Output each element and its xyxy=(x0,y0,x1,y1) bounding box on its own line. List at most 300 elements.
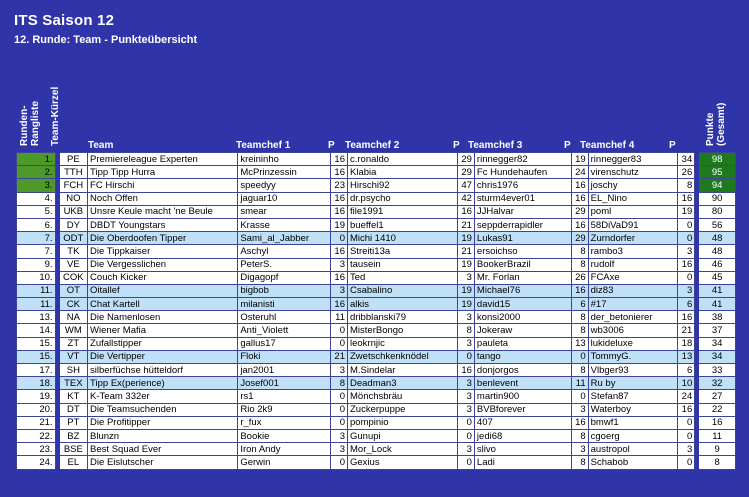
teamchef1-cell: jaguar10 xyxy=(238,192,330,205)
team-cell: Couch Kicker xyxy=(88,271,238,284)
kuerzel-cell: TEX xyxy=(59,377,87,390)
rank-cell: 21. xyxy=(17,416,56,429)
p4-cell: 13 xyxy=(678,350,695,363)
teamchef1-cell: speedyy xyxy=(238,179,330,192)
p2-cell: 16 xyxy=(457,205,474,218)
teamchef1-cell: milanisti xyxy=(238,298,330,311)
p2-cell: 29 xyxy=(457,166,474,179)
p2-cell: 3 xyxy=(457,403,474,416)
table-row xyxy=(17,245,736,258)
teamchef3-cell: jedi68 xyxy=(474,429,571,442)
table-row xyxy=(17,429,736,442)
teamchef2-cell: Ted xyxy=(348,271,458,284)
header-kuerzel: Team-Kürzel xyxy=(50,86,61,146)
team-cell: Unsre Keule macht 'ne Beule xyxy=(88,205,238,218)
teamchef4-cell: rinnegger83 xyxy=(588,153,677,166)
p3-cell: 26 xyxy=(572,271,588,284)
teamchef3-cell: rinnegger82 xyxy=(474,153,571,166)
team-cell: Noch Offen xyxy=(88,192,238,205)
points-cell: 48 xyxy=(699,232,736,245)
p3-cell: 24 xyxy=(572,166,588,179)
points-cell: 27 xyxy=(699,390,736,403)
teamchef1-cell: Josef001 xyxy=(238,377,330,390)
teamchef1-cell: gallus17 xyxy=(238,337,330,350)
team-cell: Die Oberdoofen Tipper xyxy=(88,232,238,245)
p2-cell: 3 xyxy=(457,443,474,456)
header-team: Team xyxy=(88,140,114,151)
team-cell: Die Vergesslichen xyxy=(88,258,238,271)
teamchef3-cell: Mr. Forlan xyxy=(474,271,571,284)
teamchef2-cell: alkis xyxy=(348,298,458,311)
p3-cell: 13 xyxy=(572,337,588,350)
teamchef2-cell: Hirschi92 xyxy=(348,179,458,192)
p1-cell: 16 xyxy=(330,245,347,258)
teamchef3-cell: tango xyxy=(474,350,571,363)
teamchef1-cell: Bookie xyxy=(238,429,330,442)
points-cell: 16 xyxy=(699,416,736,429)
table-row xyxy=(17,350,736,363)
p4-cell: 6 xyxy=(678,298,695,311)
p1-cell: 3 xyxy=(330,443,347,456)
p3-cell: 0 xyxy=(572,350,588,363)
teamchef2-cell: Zwetschkenknödel xyxy=(348,350,458,363)
teamchef3-cell: Jokeraw xyxy=(474,324,571,337)
teamchef3-cell: chris1976 xyxy=(474,179,571,192)
teamchef4-cell: Stefan87 xyxy=(588,390,677,403)
teamchef4-cell: wb3006 xyxy=(588,324,677,337)
header-points: Punkte (Gesamt) xyxy=(705,102,727,146)
p4-cell: 3 xyxy=(678,284,695,297)
table-row xyxy=(17,390,736,403)
kuerzel-cell: ZT xyxy=(59,337,87,350)
teamchef1-cell: r_fux xyxy=(238,416,330,429)
p2-cell: 0 xyxy=(457,429,474,442)
points-cell: 38 xyxy=(699,311,736,324)
teamchef2-cell: pompinio xyxy=(348,416,458,429)
p4-cell: 0 xyxy=(678,429,695,442)
teamchef4-cell: Waterboy xyxy=(588,403,677,416)
table-row xyxy=(17,153,736,166)
table-row xyxy=(17,192,736,205)
team-cell: silberfüchse hütteldorf xyxy=(88,364,238,377)
table-row xyxy=(17,218,736,231)
points-cell: 34 xyxy=(699,350,736,363)
header-teamchef3: Teamchef 3 xyxy=(468,140,523,151)
points-cell: 22 xyxy=(699,403,736,416)
table-row xyxy=(17,403,736,416)
points-cell: 34 xyxy=(699,337,736,350)
header-p2: P xyxy=(453,140,460,151)
rank-cell: 11. xyxy=(17,284,56,297)
teamchef2-cell: file1991 xyxy=(348,205,458,218)
p4-cell: 16 xyxy=(678,403,695,416)
teamchef3-cell: martin900 xyxy=(474,390,571,403)
kuerzel-cell: OT xyxy=(59,284,87,297)
points-cell: 94 xyxy=(699,179,736,192)
teamchef4-cell: Zurndorfer xyxy=(588,232,677,245)
rank-cell: 15. xyxy=(17,350,56,363)
teamchef4-cell: diz83 xyxy=(588,284,677,297)
kuerzel-cell: VE xyxy=(59,258,87,271)
rank-cell: 23. xyxy=(17,443,56,456)
rank-cell: 15. xyxy=(17,337,56,350)
standings-table xyxy=(16,152,736,470)
p3-cell: 8 xyxy=(572,245,588,258)
rank-cell: 14. xyxy=(17,324,56,337)
rank-cell: 7. xyxy=(17,245,56,258)
p2-cell: 19 xyxy=(457,298,474,311)
teamchef2-cell: Zuckerpuppe xyxy=(348,403,458,416)
team-cell: Wiener Mafia xyxy=(88,324,238,337)
teamchef1-cell: rs1 xyxy=(238,390,330,403)
p4-cell: 16 xyxy=(678,192,695,205)
points-cell: 11 xyxy=(699,429,736,442)
table-row xyxy=(17,179,736,192)
kuerzel-cell: VT xyxy=(59,350,87,363)
points-cell: 33 xyxy=(699,364,736,377)
p3-cell: 8 xyxy=(572,364,588,377)
table-row xyxy=(17,324,736,337)
teamchef3-cell: BookerBrazil xyxy=(474,258,571,271)
p4-cell: 16 xyxy=(678,311,695,324)
p4-cell: 18 xyxy=(678,337,695,350)
teamchef3-cell: konsi2000 xyxy=(474,311,571,324)
teamchef4-cell: lukideluxe xyxy=(588,337,677,350)
teamchef4-cell: 58DiVaD91 xyxy=(588,218,677,231)
p2-cell: 0 xyxy=(457,456,474,469)
p1-cell: 16 xyxy=(330,271,347,284)
points-cell: 95 xyxy=(699,166,736,179)
team-cell: Die Vertipper xyxy=(88,350,238,363)
teamchef1-cell: Sami_al_Jabber xyxy=(238,232,330,245)
teamchef3-cell: BVBforever xyxy=(474,403,571,416)
teamchef4-cell: rambo3 xyxy=(588,245,677,258)
rank-cell: 11. xyxy=(17,298,56,311)
table-row xyxy=(17,377,736,390)
p1-cell: 16 xyxy=(330,192,347,205)
teamchef2-cell: tausein xyxy=(348,258,458,271)
p2-cell: 0 xyxy=(457,350,474,363)
teamchef1-cell: smear xyxy=(238,205,330,218)
p1-cell: 19 xyxy=(330,218,347,231)
kuerzel-cell: NO xyxy=(59,192,87,205)
teamchef3-cell: Lukas91 xyxy=(474,232,571,245)
p4-cell: 16 xyxy=(678,258,695,271)
kuerzel-cell: TK xyxy=(59,245,87,258)
kuerzel-cell: ODT xyxy=(59,232,87,245)
teamchef3-cell: Fc Hundehaufen xyxy=(474,166,571,179)
p1-cell: 3 xyxy=(330,429,347,442)
teamchef1-cell: Aschyl xyxy=(238,245,330,258)
teamchef4-cell: der_betonierer xyxy=(588,311,677,324)
rank-cell: 19. xyxy=(17,390,56,403)
points-cell: 48 xyxy=(699,245,736,258)
teamchef3-cell: Michael76 xyxy=(474,284,571,297)
p1-cell: 11 xyxy=(330,311,347,324)
team-cell: Die Tippkaiser xyxy=(88,245,238,258)
p1-cell: 0 xyxy=(330,324,347,337)
p1-cell: 16 xyxy=(330,205,347,218)
p4-cell: 3 xyxy=(678,245,695,258)
p1-cell: 16 xyxy=(330,153,347,166)
kuerzel-cell: WM xyxy=(59,324,87,337)
kuerzel-cell: BZ xyxy=(59,429,87,442)
points-cell: 8 xyxy=(699,456,736,469)
header-p4: P xyxy=(669,140,676,151)
rank-cell: 2. xyxy=(17,166,56,179)
teamchef2-cell: Streiti13a xyxy=(348,245,458,258)
kuerzel-cell: DT xyxy=(59,403,87,416)
kuerzel-cell: PE xyxy=(59,153,87,166)
teamchef2-cell: dribblanski79 xyxy=(348,311,458,324)
teamchef2-cell: Gexius xyxy=(348,456,458,469)
p2-cell: 29 xyxy=(457,153,474,166)
kuerzel-cell: NA xyxy=(59,311,87,324)
p3-cell: 3 xyxy=(572,443,588,456)
p1-cell: 23 xyxy=(330,179,347,192)
points-cell: 90 xyxy=(699,192,736,205)
teamchef2-cell: MisterBongo xyxy=(348,324,458,337)
p4-cell: 6 xyxy=(678,364,695,377)
p1-cell: 16 xyxy=(330,298,347,311)
p4-cell: 0 xyxy=(678,456,695,469)
teamchef1-cell: Iron Andy xyxy=(238,443,330,456)
teamchef1-cell: Floki xyxy=(238,350,330,363)
teamchef3-cell: benlevent xyxy=(474,377,571,390)
teamchef4-cell: EL_Nino xyxy=(588,192,677,205)
table-row xyxy=(17,364,736,377)
team-cell: Tipp Tipp Hurra xyxy=(88,166,238,179)
team-cell: Blunzn xyxy=(88,429,238,442)
p2-cell: 42 xyxy=(457,192,474,205)
p2-cell: 21 xyxy=(457,245,474,258)
rank-cell: 1. xyxy=(17,153,56,166)
header-p1: P xyxy=(328,140,335,151)
points-cell: 41 xyxy=(699,298,736,311)
rank-cell: 18. xyxy=(17,377,56,390)
teamchef2-cell: Michi 1410 xyxy=(348,232,458,245)
p3-cell: 16 xyxy=(572,192,588,205)
rank-cell: 4. xyxy=(17,192,56,205)
teamchef2-cell: c.ronaldo xyxy=(348,153,458,166)
p2-cell: 3 xyxy=(457,311,474,324)
teamchef4-cell: austropol xyxy=(588,443,677,456)
p4-cell: 0 xyxy=(678,232,695,245)
points-cell: 32 xyxy=(699,377,736,390)
teamchef3-cell: 407 xyxy=(474,416,571,429)
teamchef1-cell: kreininho xyxy=(238,153,330,166)
p3-cell: 16 xyxy=(572,284,588,297)
p1-cell: 3 xyxy=(330,258,347,271)
p3-cell: 3 xyxy=(572,403,588,416)
rank-cell: 20. xyxy=(17,403,56,416)
p2-cell: 21 xyxy=(457,218,474,231)
teamchef2-cell: M.Sindelar xyxy=(348,364,458,377)
rank-cell: 17. xyxy=(17,364,56,377)
points-cell: 41 xyxy=(699,284,736,297)
rank-cell: 13. xyxy=(17,311,56,324)
rank-cell: 5. xyxy=(17,205,56,218)
teamchef2-cell: Mönchsbräu xyxy=(348,390,458,403)
p1-cell: 0 xyxy=(330,403,347,416)
p2-cell: 3 xyxy=(457,271,474,284)
kuerzel-cell: DY xyxy=(59,218,87,231)
teamchef4-cell: cgoerg xyxy=(588,429,677,442)
p4-cell: 3 xyxy=(678,443,695,456)
p3-cell: 16 xyxy=(572,179,588,192)
teamchef1-cell: Krasse xyxy=(238,218,330,231)
kuerzel-cell: PT xyxy=(59,416,87,429)
p2-cell: 3 xyxy=(457,390,474,403)
teamchef3-cell: Ladi xyxy=(474,456,571,469)
p2-cell: 19 xyxy=(457,232,474,245)
table-row xyxy=(17,311,736,324)
p3-cell: 29 xyxy=(572,232,588,245)
team-cell: Die Profitipper xyxy=(88,416,238,429)
rank-cell: 3. xyxy=(17,179,56,192)
p3-cell: 19 xyxy=(572,153,588,166)
teamchef2-cell: Deadman3 xyxy=(348,377,458,390)
teamchef2-cell: bueffel1 xyxy=(348,218,458,231)
table-row xyxy=(17,205,736,218)
table-row xyxy=(17,258,736,271)
kuerzel-cell: FCH xyxy=(59,179,87,192)
rank-cell: 6. xyxy=(17,218,56,231)
teamchef3-cell: slivo xyxy=(474,443,571,456)
p4-cell: 0 xyxy=(678,416,695,429)
teamchef3-cell: ersoichso xyxy=(474,245,571,258)
table-row xyxy=(17,443,736,456)
points-cell: 80 xyxy=(699,205,736,218)
p2-cell: 3 xyxy=(457,337,474,350)
p1-cell: 0 xyxy=(330,416,347,429)
rank-cell: 7. xyxy=(17,232,56,245)
p3-cell: 8 xyxy=(572,258,588,271)
teamchef2-cell: Mor_Lock xyxy=(348,443,458,456)
teamchef1-cell: Rio 2k9 xyxy=(238,403,330,416)
teamchef2-cell: Klabia xyxy=(348,166,458,179)
team-cell: FC Hirschi xyxy=(88,179,238,192)
page-title: ITS Saison 12 xyxy=(14,12,115,29)
teamchef2-cell: leokrnjic xyxy=(348,337,458,350)
teamchef4-cell: rudolf xyxy=(588,258,677,271)
header-p3: P xyxy=(564,140,571,151)
table-row xyxy=(17,166,736,179)
kuerzel-cell: KT xyxy=(59,390,87,403)
p4-cell: 10 xyxy=(678,377,695,390)
p4-cell: 34 xyxy=(678,153,695,166)
p2-cell: 16 xyxy=(457,364,474,377)
kuerzel-cell: BSE xyxy=(59,443,87,456)
table-row xyxy=(17,298,736,311)
p2-cell: 47 xyxy=(457,179,474,192)
teamchef1-cell: bigbob xyxy=(238,284,330,297)
rank-cell: 9. xyxy=(17,258,56,271)
points-cell: 45 xyxy=(699,271,736,284)
rank-cell: 22. xyxy=(17,429,56,442)
p2-cell: 0 xyxy=(457,416,474,429)
rank-cell: 10. xyxy=(17,271,56,284)
p4-cell: 24 xyxy=(678,390,695,403)
team-cell: Die Teamsuchenden xyxy=(88,403,238,416)
header-rank: Runden- Rangliste xyxy=(19,100,41,146)
p3-cell: 16 xyxy=(572,218,588,231)
table-row xyxy=(17,416,736,429)
teamchef4-cell: FCAxe xyxy=(588,271,677,284)
teamchef1-cell: jan2001 xyxy=(238,364,330,377)
teamchef4-cell: bmwf1 xyxy=(588,416,677,429)
rank-cell: 24. xyxy=(17,456,56,469)
p2-cell: 8 xyxy=(457,324,474,337)
teamchef3-cell: JJHalvar xyxy=(474,205,571,218)
p3-cell: 11 xyxy=(572,377,588,390)
team-cell: DBDT Youngstars xyxy=(88,218,238,231)
p3-cell: 8 xyxy=(572,456,588,469)
p2-cell: 19 xyxy=(457,258,474,271)
p4-cell: 21 xyxy=(678,324,695,337)
p2-cell: 19 xyxy=(457,284,474,297)
p3-cell: 6 xyxy=(572,298,588,311)
kuerzel-cell: TTH xyxy=(59,166,87,179)
p3-cell: 29 xyxy=(572,205,588,218)
points-cell: 98 xyxy=(699,153,736,166)
teamchef1-cell: Osteruhl xyxy=(238,311,330,324)
team-cell: Zufallstipper xyxy=(88,337,238,350)
teamchef4-cell: Schabob xyxy=(588,456,677,469)
points-cell: 37 xyxy=(699,324,736,337)
kuerzel-cell: SH xyxy=(59,364,87,377)
p3-cell: 16 xyxy=(572,416,588,429)
teamchef4-cell: TommyG. xyxy=(588,350,677,363)
header-teamchef1: Teamchef 1 xyxy=(236,140,291,151)
p1-cell: 0 xyxy=(330,232,347,245)
team-cell: Best Squad Ever xyxy=(88,443,238,456)
table-row xyxy=(17,271,736,284)
points-cell: 46 xyxy=(699,258,736,271)
teamchef4-cell: Vlbger93 xyxy=(588,364,677,377)
page-subtitle: 12. Runde: Team - Punkteübersicht xyxy=(14,34,198,46)
teamchef1-cell: PeterS. xyxy=(238,258,330,271)
teamchef2-cell: Csabalino xyxy=(348,284,458,297)
table-row xyxy=(17,232,736,245)
teamchef1-cell: Anti_Violett xyxy=(238,324,330,337)
kuerzel-cell: CK xyxy=(59,298,87,311)
p1-cell: 0 xyxy=(330,456,347,469)
p4-cell: 8 xyxy=(678,179,695,192)
p4-cell: 19 xyxy=(678,205,695,218)
table-row xyxy=(17,456,736,469)
header-teamchef4: Teamchef 4 xyxy=(580,140,635,151)
p4-cell: 0 xyxy=(678,218,695,231)
p3-cell: 8 xyxy=(572,429,588,442)
p2-cell: 3 xyxy=(457,377,474,390)
p1-cell: 8 xyxy=(330,377,347,390)
points-cell: 56 xyxy=(699,218,736,231)
table-row xyxy=(17,284,736,297)
p3-cell: 8 xyxy=(572,324,588,337)
teamchef1-cell: Gerwin xyxy=(238,456,330,469)
p4-cell: 26 xyxy=(678,166,695,179)
team-cell: Die Namenlosen xyxy=(88,311,238,324)
teamchef2-cell: Gunupi xyxy=(348,429,458,442)
team-cell: Oitallef xyxy=(88,284,238,297)
p1-cell: 0 xyxy=(330,390,347,403)
teamchef3-cell: donjorgos xyxy=(474,364,571,377)
p1-cell: 3 xyxy=(330,284,347,297)
teamchef4-cell: virenschutz xyxy=(588,166,677,179)
p3-cell: 0 xyxy=(572,390,588,403)
teamchef1-cell: McPrinzessin xyxy=(238,166,330,179)
